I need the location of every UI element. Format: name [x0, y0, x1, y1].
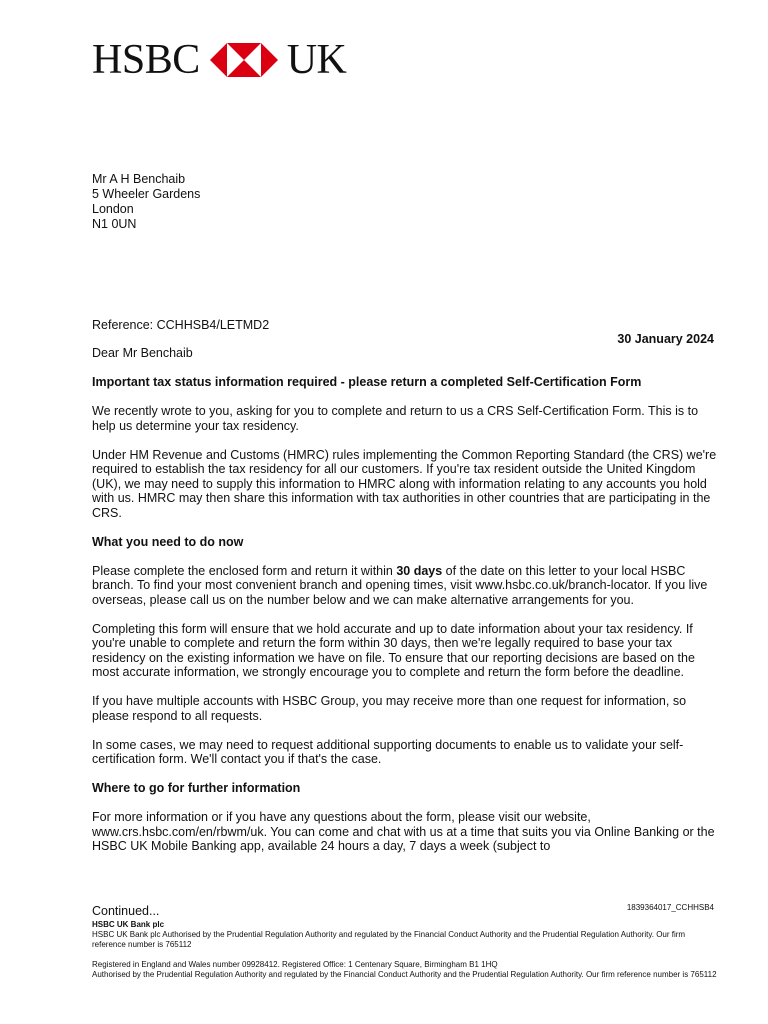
letter-subject: Important tax status information required - please return a completed Self-Certification Form — [92, 375, 642, 389]
paragraph — [92, 564, 718, 608]
continued-label: Continued... — [92, 904, 160, 918]
letter-body — [92, 375, 718, 868]
salutation: Dear Mr Benchaib — [92, 346, 193, 360]
paragraph: We recently wrote to you, asking for you to complete and return to us a CRS Self-Certification Form. This is to help us determine your tax residency. — [92, 404, 699, 433]
text-span: Please complete the enclosed form and return it within — [92, 563, 397, 578]
logo-uk-text: UK — [286, 37, 347, 83]
paragraph: If you have multiple accounts with HSBC Group, you may receive more than one request for information, so please respond to all requests. — [92, 694, 687, 723]
address-line: Mr A H Benchaib — [92, 172, 186, 186]
section-heading: What you need to do now — [92, 534, 244, 549]
recipient-address — [92, 172, 200, 232]
section-heading: Where to go for further information — [92, 781, 301, 795]
hsbc-uk-logo — [92, 37, 347, 83]
footer-line: Authorised by the Prudential Regulation Authority and regulated by the Financial Conduct Authority and the Prudential Regulation Authority. Our firm reference number is 765112 — [92, 970, 717, 979]
hsbc-hexagon-icon — [210, 43, 278, 77]
footer-line: Registered in England and Wales number 09928412. Registered Office: 1 Centenary Square, Birmingham B1 1HQ — [92, 960, 498, 969]
paragraph: Under HM Revenue and Customs (HMRC) rules implementing the Common Reporting Standard (the CRS) we're required to establish the tax residency for all our customers. If you're tax resident outside the United Kingdom (UK), we may need to supply this information to HMRC along with information relating to any accounts you hold with us. HMRC may then share this information with tax authorities in other countries that are participating in the CRS. — [92, 447, 717, 520]
paragraph: For more information or if you have any questions about the form, please visit our website, www.crs.hsbc.com/en/rbwm/uk. You can come and chat with us at a time that suits you via Online Banking or the HSBC UK Mobile Banking app, available 24 hours a day, 7 days a week (subject to — [92, 810, 715, 853]
logo-hsbc-text: HSBC — [92, 37, 200, 83]
paragraph: Completing this form will ensure that we hold accurate and up to date information about your tax residency. If you're unable to complete and return the form within 30 days, then we're legally required to base your tax residency on the existing information we have on file. To ensure that our reporting decisions are based on the most accurate information, we strongly encourage you to complete and return the form before the deadline. — [92, 621, 695, 679]
legal-footer — [92, 920, 718, 980]
document-code: 1839364017_CCHHSB4 — [626, 903, 714, 912]
address-line: N1 0UN — [92, 217, 137, 231]
paragraph: In some cases, we may need to request additional supporting documents to enable us to validate your self-certification form. We'll contact you if that's the case. — [92, 737, 684, 766]
reference-line: Reference: CCHHSB4/LETMD2 — [92, 318, 270, 332]
footer-line: HSBC UK Bank plc Authorised by the Prudential Regulation Authority and regulated by the Financial Conduct Authority and the Prudential Regulation Authority. Our firm reference number is 765112 — [92, 930, 686, 949]
address-line: 5 Wheeler Gardens — [92, 187, 201, 201]
footer-bank-name: HSBC UK Bank plc — [92, 920, 165, 929]
text-span: of the date on this letter to your local HSBC branch. To find your most convenient branch and opening times, visit www.hsbc.co.uk/branch-locator. If you live overseas, please call us on the number below and we can make alternative arrangements for you. — [92, 563, 708, 607]
deadline-emphasis: 30 days — [396, 563, 443, 578]
letter-date: 30 January 2024 — [617, 332, 714, 346]
address-line: London — [92, 202, 134, 216]
